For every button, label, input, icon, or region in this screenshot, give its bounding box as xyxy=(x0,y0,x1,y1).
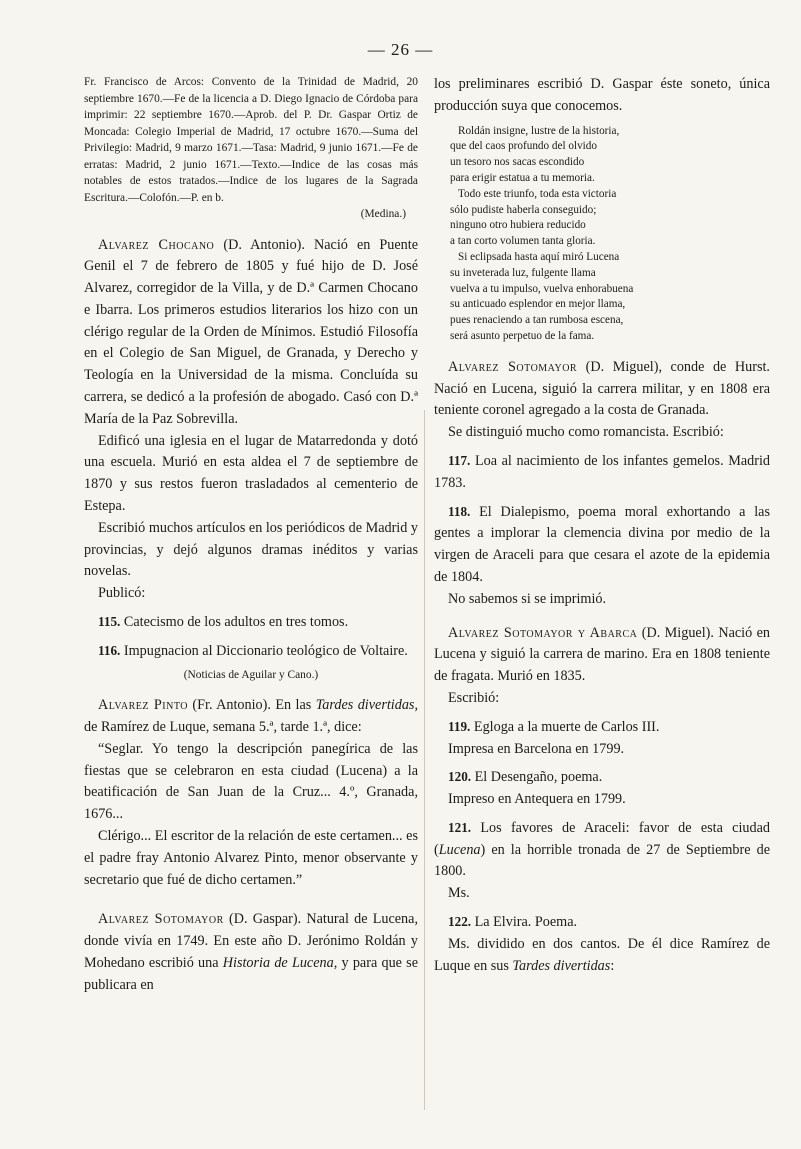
item-note: Ms. dividido en dos cantos. De él dice Ramírez de Luque en sus Tardes divertidas: xyxy=(434,935,770,974)
verse-line: ninguno otro hubiera reducido xyxy=(450,219,586,232)
item-number: 118. xyxy=(448,503,471,519)
verse-line: un tesoro nos sacas escondido xyxy=(450,156,585,169)
place-name: Lucena xyxy=(438,841,481,858)
verse-line: que del caos profundo del olvido xyxy=(450,140,597,153)
verse-line: Todo este triunfo, toda esta victoria xyxy=(458,187,617,200)
entry-pinto: Alvarez Pinto (Fr. Antonio). En las Tardes divertidas, de Ramírez de Luque, semana 5.ª, tarde 1.ª, dice: xyxy=(84,697,418,735)
verse-line: vuelva a tu impulso, vuelva enhorabuena xyxy=(450,282,634,295)
page-number: — 26 — xyxy=(367,40,434,59)
work-item-115 xyxy=(84,611,418,634)
work-item-118 xyxy=(434,501,770,589)
verse-line: para erigir estatua a tu memoria. xyxy=(450,171,595,184)
work-item-119 xyxy=(434,716,770,739)
author-name: Alvarez Sotomayor y Abarca xyxy=(448,624,638,641)
work-item-116 xyxy=(84,640,418,663)
item-number: 119. xyxy=(448,718,471,734)
item-title: La Elvira. Poema. xyxy=(471,914,578,931)
item-note: No sabemos si se imprimió. xyxy=(448,590,607,607)
verse-line: su inveterada luz, fulgente llama xyxy=(450,266,596,279)
left-column xyxy=(84,74,418,997)
author-name: Alvarez Chocano xyxy=(98,236,215,253)
source-note: (Noticias de Aguilar y Cano.) xyxy=(183,668,319,681)
author-name: Alvarez Pinto xyxy=(98,697,188,714)
item-title: Egloga a la muerte de Carlos III. xyxy=(470,718,660,735)
entry-miguel-abarca: Alvarez Sotomayor y Abarca (D. Miguel). Nació en Lucena y siguió la carrera de marino. Era en 1808 teniente de fragata. Murió en 1835. xyxy=(434,624,770,685)
item-title: El Desengaño, poema. xyxy=(471,769,603,786)
entry-gaspar: Alvarez Sotomayor (D. Gaspar). Natural de Lucena, donde vivía en 1749. En este año D. Jerónimo Roldán y Mohedano escribió una Historia de Lucena, y para que se publicara en xyxy=(84,911,419,993)
quote: Clérigo... El escritor de la relación de este certamen... es el padre fray Antonio Alvarez Pinto, menor observante y secretario que fué de dicho certamen.” xyxy=(84,827,418,888)
work-item-120 xyxy=(434,766,770,789)
entry-chocano xyxy=(84,235,418,431)
verse-line: Si eclipsada hasta aquí miró Lucena xyxy=(458,250,620,263)
work-item-117 xyxy=(434,450,770,495)
source-note: (Medina.) xyxy=(360,208,406,220)
verse-line: su anticuado esplendor en mejor llama, xyxy=(450,298,626,311)
item-note: Impresa en Barcelona en 1799. xyxy=(448,740,625,757)
sonnet xyxy=(434,124,770,345)
paragraph: Escribió muchos artículos en los periódicos de Madrid y provincias, y dejó algunos dramas inéditos y varias novelas. xyxy=(84,519,418,580)
wrote-label: Escribió: xyxy=(448,689,500,706)
item-title: El Dialepismo, poema moral exhortando a las gentes a implorar la clemencia divina por medio de la virgen de Araceli para que cesara el azote de la epidemia de 1804. xyxy=(434,503,770,585)
item-number: 116. xyxy=(98,642,121,658)
verse-line: pues renaciendo a tan rumbosa escena, xyxy=(450,314,624,327)
item-title: Catecismo de los adultos en tres tomos. xyxy=(120,614,349,631)
published-label: Publicó: xyxy=(98,585,146,602)
work-title: Tardes divertidas xyxy=(512,957,611,974)
author-name: Alvarez Sotomayor xyxy=(98,911,224,928)
entry-miguel-sotomayor: Alvarez Sotomayor (D. Miguel), conde de Hurst. Nació en Lucena, siguió la carrera militar, y en 1808 era teniente coronel agregado a la costa de Granada. xyxy=(434,358,770,419)
work-title: Historia de Lucena xyxy=(222,954,334,971)
item-number: 121. xyxy=(448,819,472,835)
paragraph: los preliminares escribió D. Gaspar éste soneto, única producción suya que conocemos. xyxy=(434,76,770,114)
verse-line: Roldán insigne, lustre de la historia, xyxy=(458,124,620,137)
work-item-121: 121. Los favores de Araceli: favor de esta ciudad (Lucena) en la horrible tronada de 27 de Septiembre de 1800. xyxy=(434,819,770,880)
verse-line: a tan corto volumen tanta gloria. xyxy=(450,235,596,248)
column-divider xyxy=(424,410,425,1110)
item-note: Ms. xyxy=(448,885,470,902)
quote: “Seglar. Yo tengo la descripción panegírica de las fiestas que se celebraron en esta ciudad (Lucena) a la beatificación de San Juan de la Cruz... 4.º, Granada, 1676... xyxy=(84,740,418,823)
work-title: Tardes divertidas xyxy=(315,697,415,714)
paragraph: Se distinguió mucho como romancista. Escribió: xyxy=(448,424,724,441)
right-column xyxy=(434,74,770,977)
verse-line: será asunto perpetuo de la fama. xyxy=(450,329,595,342)
item-number: 117. xyxy=(448,452,471,468)
item-number: 120. xyxy=(448,769,472,785)
work-item-122 xyxy=(434,911,770,934)
item-title: Loa al nacimiento de los infantes gemelos. Madrid 1783. xyxy=(434,452,770,491)
item-note: Impreso en Antequera en 1799. xyxy=(448,791,626,808)
verse-line: sólo pudiste haberla conseguido; xyxy=(450,203,597,216)
author-bio: (D. Antonio). Nació en Puente Genil el 7 de febrero de 1805 y fué hijo de D. José Alvarez, corregidor de la Villa, y de D.ª Carmen Chocano e Ibarra. Los primeros estudios literarios los hizo con un clérigo regular de la Orden de Mínimos. Estudió Filosofía en el Colegio de San Miguel, de Granada, y Derecho y Teología en la Universidad de la misma. Concluída su carrera, se dedicó a la profesión de abogado. Casó con D.ª María de la Paz Sobrevilla. xyxy=(84,236,419,427)
item-title: Impugnacion al Diccionario teológico de Voltaire. xyxy=(120,642,408,659)
item-number: 122. xyxy=(448,914,472,930)
paragraph: Edificó una iglesia en el lugar de Matarredonda y dotó una escuela. Murió en esta aldea el 7 de septiembre de 1870 y sus restos fueron trasladados al cementerio de Estepa. xyxy=(84,432,418,515)
item-number: 115. xyxy=(98,614,121,630)
bibliographic-entry: Fr. Francisco de Arcos: Convento de la Trinidad de Madrid, 20 septiembre 1670.—Fe de la licencia a D. Diego Ignacio de Córdoba para imprimir: 22 septiembre 1670.—Aprob. del P. Dr. Gaspar Ortiz de Moncada: Colegio Imperial de Madrid, 17 octubre 1670.—Suma del Privilegio: Madrid, 9 marzo 1671.—Tasa: Madrid, 9 junio 1671.—Fe de erratas: Madrid, 2 junio 1671.—Texto.—Indice de las cosas más notables de estos tratados.—Indice de los lugares de la Sagrada Escritura.—Colofón.—P. en b. xyxy=(84,76,418,204)
author-name: Alvarez Sotomayor xyxy=(448,358,578,375)
